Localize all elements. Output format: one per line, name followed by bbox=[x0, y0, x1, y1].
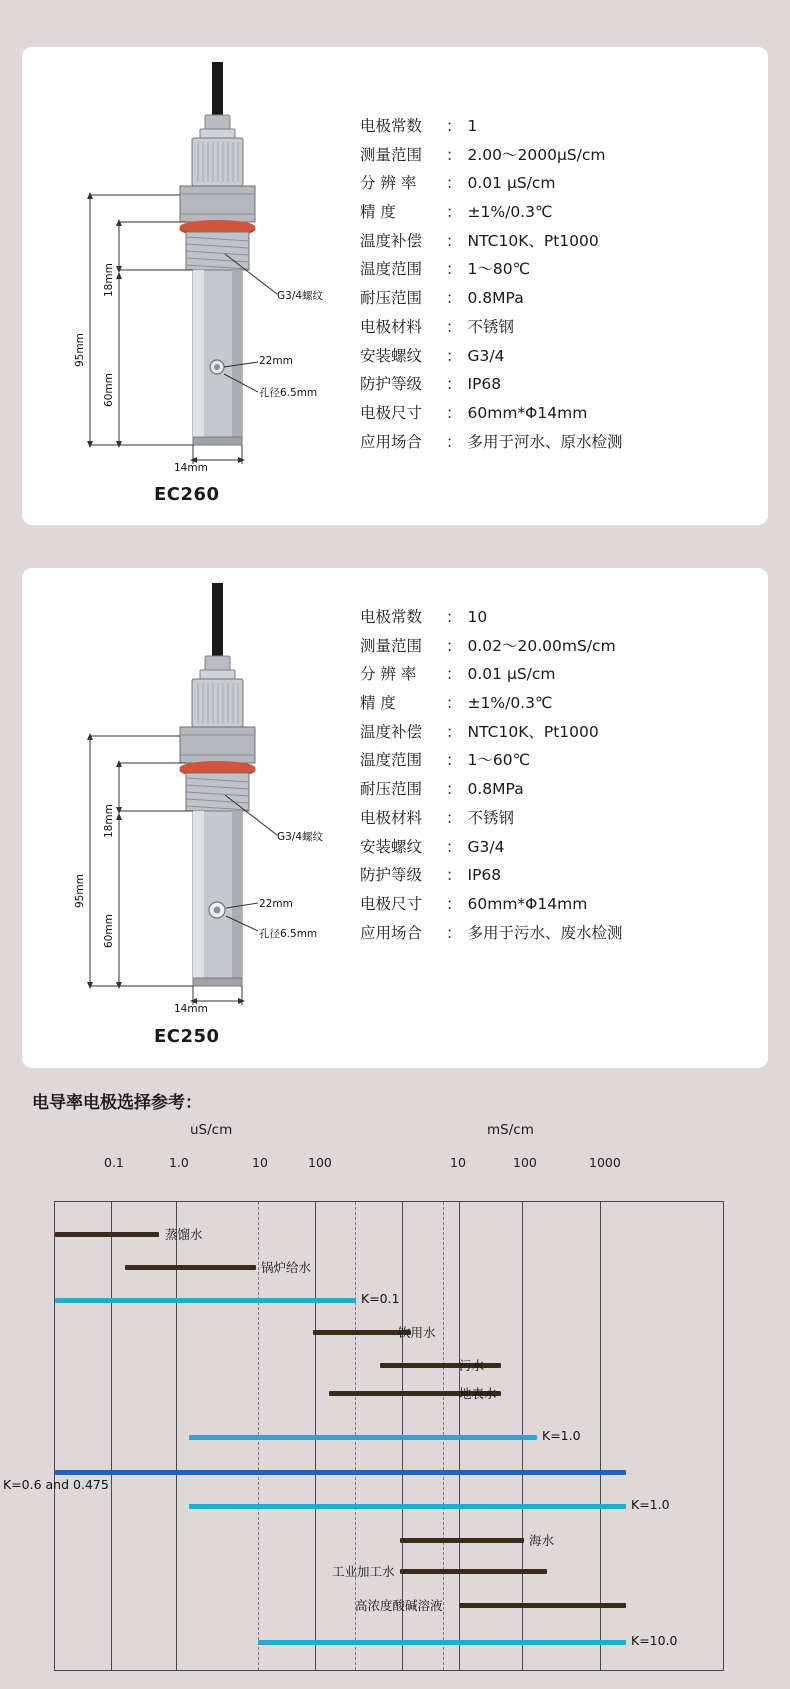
spec-value: 60mm*Φ14mm bbox=[467, 403, 588, 422]
chart-bar-label: K=0.6 and 0.475 bbox=[3, 1477, 109, 1492]
dim-hole-dia-ec250: 孔径6.5mm bbox=[259, 928, 318, 940]
spec-label: 防护等级 bbox=[360, 375, 423, 394]
spec-row bbox=[360, 432, 750, 451]
spec-colon: ： bbox=[446, 808, 462, 827]
chart-bar bbox=[55, 1298, 356, 1303]
product-card-ec250 bbox=[22, 568, 768, 1068]
chart-bar-label: 蒸馏水 bbox=[165, 1227, 203, 1242]
spec-colon: ： bbox=[446, 722, 462, 741]
spec-value: ±1%/0.3℃ bbox=[467, 203, 553, 222]
chart-bar-label: K=1.0 bbox=[542, 1428, 581, 1443]
spec-colon: ： bbox=[446, 694, 462, 713]
chart-bar bbox=[400, 1569, 547, 1574]
spec-label: 应用场合 bbox=[360, 432, 423, 451]
spec-colon: ： bbox=[446, 346, 462, 365]
dim-total-ec260: 95mm bbox=[74, 333, 86, 367]
spec-row bbox=[360, 346, 750, 365]
spec-row bbox=[360, 403, 750, 422]
spec-row bbox=[360, 753, 750, 769]
spec-colon: ： bbox=[446, 923, 462, 942]
spec-row bbox=[360, 205, 750, 221]
spec-colon: ： bbox=[446, 780, 462, 799]
spec-label: 电极尺寸 bbox=[360, 403, 423, 422]
chart-bar-label: 饮用水 bbox=[398, 1325, 436, 1340]
chart-bar-label: 地表水 bbox=[459, 1386, 497, 1401]
spec-label: 温度补偿 bbox=[360, 722, 423, 741]
spec-label: 测量范围 bbox=[360, 636, 423, 655]
spec-label: 温度补偿 bbox=[360, 231, 423, 250]
spec-label: 电极材料 bbox=[360, 317, 423, 336]
spec-value: 不锈钢 bbox=[467, 808, 515, 827]
dim-hole-pos-ec250: 22mm bbox=[259, 898, 293, 910]
spec-list-ec260 bbox=[360, 119, 750, 463]
spec-row bbox=[360, 923, 750, 942]
dim-thread-ec250: G3/4螺纹 bbox=[277, 831, 324, 843]
spec-row bbox=[360, 636, 750, 655]
chart-bar-label: 高浓度酸碱溶液 bbox=[355, 1598, 443, 1613]
conductivity-selection-chart bbox=[0, 1074, 790, 1689]
spec-value: 不锈钢 bbox=[467, 317, 515, 336]
spec-label: 防护等级 bbox=[360, 866, 423, 885]
dim-collar-ec260: 18mm bbox=[103, 263, 115, 297]
tick-label: 100 bbox=[308, 1155, 332, 1170]
model-name-ec250: EC250 bbox=[154, 1026, 220, 1047]
spec-value: 多用于污水、废水检测 bbox=[467, 923, 623, 942]
spec-row bbox=[360, 808, 750, 827]
spec-label: 电极尺寸 bbox=[360, 894, 423, 913]
tick-label: 100 bbox=[513, 1155, 537, 1170]
chart-bar-label: 污水 bbox=[459, 1358, 485, 1373]
dim-total-ec250: 95mm bbox=[74, 874, 86, 908]
tick-label: 1000 bbox=[589, 1155, 621, 1170]
gridline-solid bbox=[111, 1202, 112, 1670]
spec-list-ec250 bbox=[360, 610, 750, 954]
spec-value: 10 bbox=[467, 608, 488, 626]
chart-bar bbox=[313, 1330, 411, 1335]
unit-label-left: uS/cm bbox=[190, 1122, 233, 1138]
spec-value: 多用于河水、原水检测 bbox=[467, 432, 623, 451]
spec-row bbox=[360, 782, 750, 798]
spec-row bbox=[360, 145, 750, 164]
model-name-ec260: EC260 bbox=[154, 484, 220, 505]
spec-value: 2.00～2000μS/cm bbox=[467, 145, 606, 164]
spec-colon: ： bbox=[446, 403, 462, 422]
spec-label: 电极材料 bbox=[360, 808, 423, 827]
dim-body-ec250: 60mm bbox=[103, 914, 115, 948]
dim-diameter-ec250: 14mm bbox=[174, 1003, 208, 1015]
spec-row bbox=[360, 894, 750, 913]
spec-row bbox=[360, 119, 750, 135]
chart-title: 电导率电极选择参考： bbox=[32, 1093, 202, 1113]
spec-value: 0.02～20.00mS/cm bbox=[467, 636, 616, 655]
spec-value: 1～60℃ bbox=[467, 751, 531, 770]
product-card-ec260 bbox=[22, 47, 768, 525]
spec-value: 1～80℃ bbox=[467, 260, 531, 279]
spec-label: 安装螺纹 bbox=[360, 346, 423, 365]
tick-label: 0.1 bbox=[104, 1155, 124, 1170]
spec-row bbox=[360, 231, 750, 250]
chart-bar bbox=[258, 1640, 626, 1645]
spec-label: 分 辨 率 bbox=[360, 174, 417, 193]
chart-bar bbox=[400, 1538, 524, 1543]
spec-value: IP68 bbox=[467, 375, 502, 394]
chart-bar bbox=[125, 1265, 256, 1270]
spec-label: 应用场合 bbox=[360, 923, 423, 942]
spec-row bbox=[360, 176, 750, 192]
spec-colon: ： bbox=[446, 866, 462, 885]
dim-body-ec260: 60mm bbox=[103, 373, 115, 407]
spec-value: G3/4 bbox=[467, 837, 505, 856]
spec-label: 精 度 bbox=[360, 694, 396, 713]
spec-colon: ： bbox=[446, 174, 462, 193]
tick-label: 1.0 bbox=[169, 1155, 189, 1170]
spec-label: 分 辨 率 bbox=[360, 665, 417, 684]
unit-label-right: mS/cm bbox=[487, 1122, 534, 1138]
spec-value: 0.8MPa bbox=[467, 780, 524, 799]
spec-value: 1 bbox=[467, 117, 478, 135]
spec-row bbox=[360, 291, 750, 307]
chart-bar bbox=[189, 1504, 626, 1509]
chart-bar-label: 海水 bbox=[529, 1533, 555, 1548]
spec-label: 测量范围 bbox=[360, 145, 423, 164]
spec-row bbox=[360, 667, 750, 683]
spec-value: 60mm*Φ14mm bbox=[467, 894, 588, 913]
spec-colon: ： bbox=[446, 231, 462, 250]
gridline-solid bbox=[600, 1202, 601, 1670]
dim-collar-ec250: 18mm bbox=[103, 804, 115, 838]
spec-value: IP68 bbox=[467, 866, 502, 885]
spec-label: 精 度 bbox=[360, 203, 396, 222]
spec-label: 电极常数 bbox=[360, 117, 423, 135]
spec-row bbox=[360, 610, 750, 626]
tick-label: 10 bbox=[450, 1155, 466, 1170]
spec-colon: ： bbox=[446, 203, 462, 222]
chart-bar-label: K=10.0 bbox=[631, 1633, 678, 1648]
spec-row bbox=[360, 868, 750, 884]
spec-value: 0.01 μS/cm bbox=[467, 665, 556, 684]
spec-label: 耐压范围 bbox=[360, 289, 423, 308]
tick-label: 10 bbox=[252, 1155, 268, 1170]
spec-colon: ： bbox=[446, 636, 462, 655]
spec-colon: ： bbox=[446, 117, 462, 135]
spec-colon: ： bbox=[446, 432, 462, 451]
chart-bar bbox=[55, 1470, 626, 1475]
gridline-solid bbox=[176, 1202, 177, 1670]
spec-colon: ： bbox=[446, 317, 462, 336]
chart-bar bbox=[459, 1603, 626, 1608]
dim-diameter-ec260: 14mm bbox=[174, 462, 208, 474]
spec-value: 0.8MPa bbox=[467, 289, 524, 308]
spec-row bbox=[360, 377, 750, 393]
spec-row bbox=[360, 317, 750, 336]
spec-colon: ： bbox=[446, 665, 462, 684]
chart-bar bbox=[189, 1435, 537, 1440]
spec-label: 温度范围 bbox=[360, 260, 423, 279]
spec-row bbox=[360, 837, 750, 856]
spec-colon: ： bbox=[446, 375, 462, 394]
spec-colon: ： bbox=[446, 289, 462, 308]
chart-bar-label: K=1.0 bbox=[631, 1497, 670, 1512]
spec-colon: ： bbox=[446, 751, 462, 770]
spec-value: ±1%/0.3℃ bbox=[467, 694, 553, 713]
spec-value: NTC10K、Pt1000 bbox=[467, 722, 599, 741]
spec-value: 0.01 μS/cm bbox=[467, 174, 556, 193]
spec-label: 耐压范围 bbox=[360, 780, 423, 799]
chart-bar-label: 锅炉给水 bbox=[261, 1260, 312, 1275]
spec-value: NTC10K、Pt1000 bbox=[467, 231, 599, 250]
chart-bar-label: 工业加工水 bbox=[332, 1564, 395, 1579]
spec-label: 温度范围 bbox=[360, 751, 423, 770]
spec-value: G3/4 bbox=[467, 346, 505, 365]
spec-row bbox=[360, 262, 750, 278]
chart-bar bbox=[55, 1232, 159, 1237]
spec-label: 安装螺纹 bbox=[360, 837, 423, 856]
spec-colon: ： bbox=[446, 837, 462, 856]
spec-colon: ： bbox=[446, 260, 462, 279]
dim-thread-ec260: G3/4螺纹 bbox=[277, 290, 324, 302]
spec-colon: ： bbox=[446, 894, 462, 913]
spec-label: 电极常数 bbox=[360, 608, 423, 626]
chart-plot-area bbox=[3, 1201, 724, 1671]
spec-colon: ： bbox=[446, 145, 462, 164]
spec-colon: ： bbox=[446, 608, 462, 626]
spec-row bbox=[360, 696, 750, 712]
chart-bar-label: K=0.1 bbox=[361, 1291, 400, 1306]
dim-hole-pos-ec260: 22mm bbox=[259, 355, 293, 367]
spec-row bbox=[360, 722, 750, 741]
dim-hole-dia-ec260: 孔径6.5mm bbox=[259, 387, 318, 399]
